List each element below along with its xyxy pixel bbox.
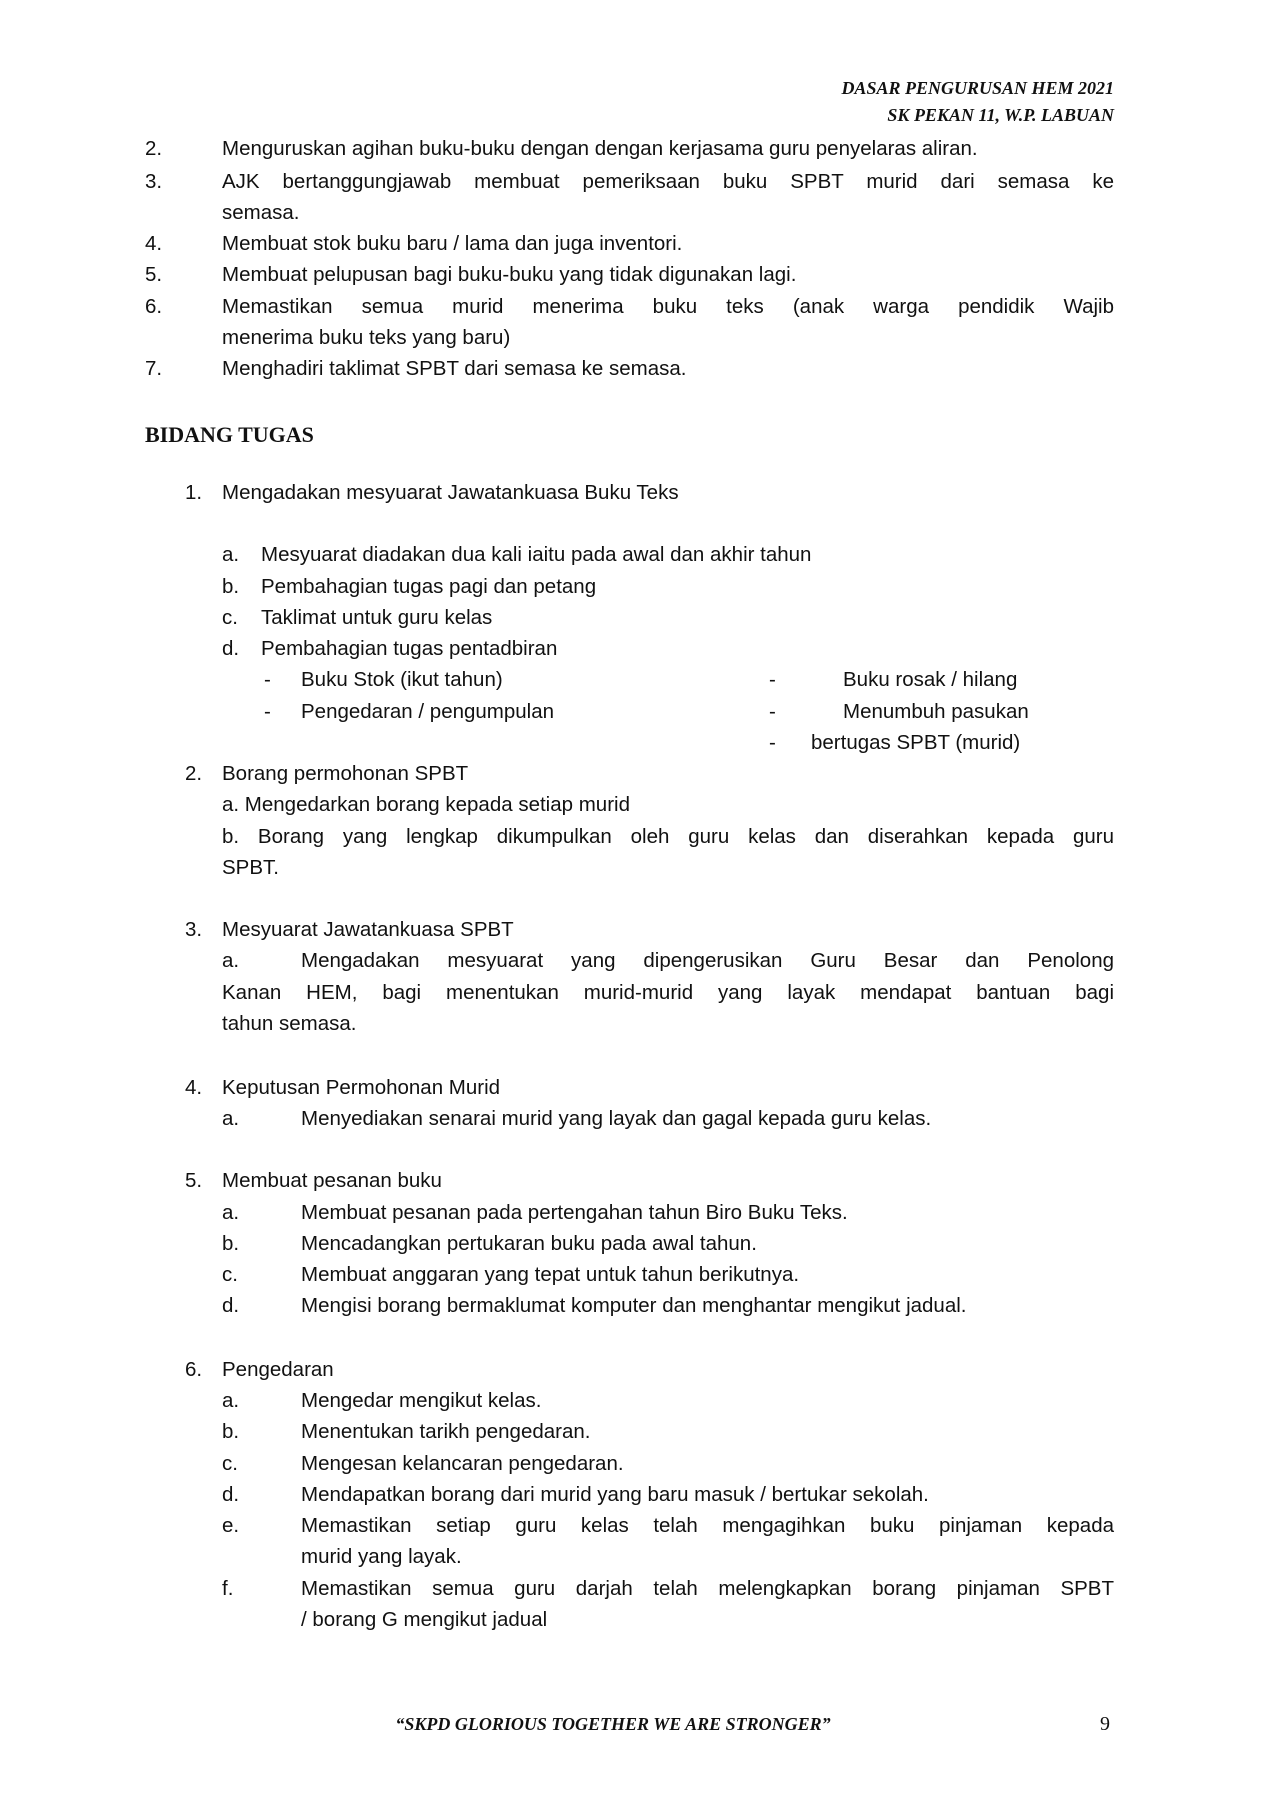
task-title: Mengadakan mesyuarat Jawatankuasa Buku Teks (222, 481, 679, 504)
page-number: 9 (1100, 1713, 1110, 1735)
sub-item: Pembahagian tugas pentadbiran (261, 637, 558, 660)
task-title: Pengedaran (222, 1358, 334, 1381)
task-title: Membuat pesanan buku (222, 1169, 442, 1192)
sub-letter: a. (222, 543, 240, 566)
section-heading: BIDANG TUGAS (145, 422, 314, 447)
sub-letter: d. (222, 637, 240, 660)
list-item: Membuat stok buku baru / lama dan juga inventori. (222, 232, 683, 255)
dash-bullet: - (769, 700, 776, 723)
sub-item-cont: / borang G mengikut jadual (301, 1608, 548, 1631)
list-item-cont: semasa. (222, 201, 300, 224)
duty-item: Buku rosak / hilang (843, 668, 1018, 691)
sub-letter: a. (222, 949, 240, 972)
list-item: Memastikan semua murid menerima buku teks (anak warga pendidik Wajib (222, 295, 1114, 318)
sub-item: a. Mengedarkan borang kepada setiap murid (222, 793, 630, 816)
sub-item: Memastikan semua guru darjah telah melengkapkan borang pinjaman SPBT (301, 1577, 1114, 1600)
task-number: 1. (185, 481, 203, 504)
sub-letter: c. (222, 606, 238, 629)
footer-motto: “SKPD GLORIOUS TOGETHER WE ARE STRONGER” (395, 1714, 831, 1734)
task-number: 3. (185, 918, 203, 941)
list-number: 2. (145, 137, 163, 160)
sub-letter: c. (222, 1263, 238, 1286)
sub-item: Menyediakan senarai murid yang layak dan gagal kepada guru kelas. (301, 1107, 932, 1130)
sub-item-cont: murid yang layak. (301, 1545, 462, 1568)
sub-item: Memastikan setiap guru kelas telah mengagihkan buku pinjaman kepada (301, 1514, 1114, 1537)
sub-item: Mengesan kelancaran pengedaran. (301, 1452, 624, 1475)
sub-item: Mesyuarat diadakan dua kali iaitu pada awal dan akhir tahun (261, 543, 812, 566)
duty-item: bertugas SPBT (murid) (811, 731, 1021, 754)
header-title: DASAR PENGURUSAN HEM 2021 (841, 78, 1114, 98)
sub-item: Mendapatkan borang dari murid yang baru masuk / bertukar sekolah. (301, 1483, 929, 1506)
sub-letter: d. (222, 1483, 240, 1506)
sub-letter: a. (222, 1201, 240, 1224)
sub-item: Membuat anggaran yang tepat untuk tahun berikutnya. (301, 1263, 800, 1286)
list-number: 5. (145, 263, 163, 286)
duty-item: Menumbuh pasukan (843, 700, 1029, 723)
list-item: AJK bertanggungjawab membuat pemeriksaan buku SPBT murid dari semasa ke (222, 170, 1114, 193)
sub-letter: b. (222, 575, 240, 598)
list-item-cont: menerima buku teks yang baru) (222, 326, 511, 349)
list-item: Menguruskan agihan buku-buku dengan dengan kerjasama guru penyelaras aliran. (222, 137, 978, 160)
task-number: 5. (185, 1169, 203, 1192)
task-number: 6. (185, 1358, 203, 1381)
sub-item: Menentukan tarikh pengedaran. (301, 1420, 591, 1443)
sub-letter: a. (222, 1389, 240, 1412)
sub-item-cont: SPBT. (222, 856, 279, 879)
sub-item: Mengedar mengikut kelas. (301, 1389, 542, 1412)
sub-item: b. Borang yang lengkap dikumpulkan oleh guru kelas dan diserahkan kepada guru (222, 825, 1114, 848)
sub-item: Mencadangkan pertukaran buku pada awal tahun. (301, 1232, 757, 1255)
sub-item: Mengadakan mesyuarat yang dipengerusikan Guru Besar dan Penolong (301, 949, 1114, 972)
sub-letter: b. (222, 1232, 240, 1255)
sub-letter: b. (222, 1420, 240, 1443)
task-number: 2. (185, 762, 203, 785)
sub-letter: e. (222, 1514, 240, 1537)
dash-bullet: - (769, 731, 776, 754)
header-school: SK PEKAN 11, W.P. LABUAN (887, 105, 1114, 125)
task-number: 4. (185, 1076, 203, 1099)
list-item: Membuat pelupusan bagi buku-buku yang tidak digunakan lagi. (222, 263, 797, 286)
sub-item-cont: Kanan HEM, bagi menentukan murid-murid yang layak mendapat bantuan bagi (222, 981, 1114, 1004)
sub-item: Taklimat untuk guru kelas (261, 606, 493, 629)
duty-item: Pengedaran / pengumpulan (301, 700, 555, 723)
list-item: Menghadiri taklimat SPBT dari semasa ke semasa. (222, 357, 687, 380)
sub-letter: d. (222, 1294, 240, 1317)
sub-letter: f. (222, 1577, 234, 1600)
sub-item: Membuat pesanan pada pertengahan tahun Biro Buku Teks. (301, 1201, 848, 1224)
sub-item: Mengisi borang bermaklumat komputer dan menghantar mengikut jadual. (301, 1294, 967, 1317)
list-number: 3. (145, 170, 163, 193)
dash-bullet: - (264, 668, 271, 691)
dash-bullet: - (264, 700, 271, 723)
dash-bullet: - (769, 668, 776, 691)
sub-item: Pembahagian tugas pagi dan petang (261, 575, 597, 598)
sub-letter: a. (222, 1107, 240, 1130)
list-number: 7. (145, 357, 163, 380)
task-title: Mesyuarat Jawatankuasa SPBT (222, 918, 514, 941)
list-number: 4. (145, 232, 163, 255)
sub-letter: c. (222, 1452, 238, 1475)
sub-item-cont: tahun semasa. (222, 1012, 357, 1035)
task-title: Keputusan Permohonan Murid (222, 1076, 501, 1099)
list-number: 6. (145, 295, 163, 318)
duty-item: Buku Stok (ikut tahun) (301, 668, 503, 691)
task-title: Borang permohonan SPBT (222, 762, 469, 785)
